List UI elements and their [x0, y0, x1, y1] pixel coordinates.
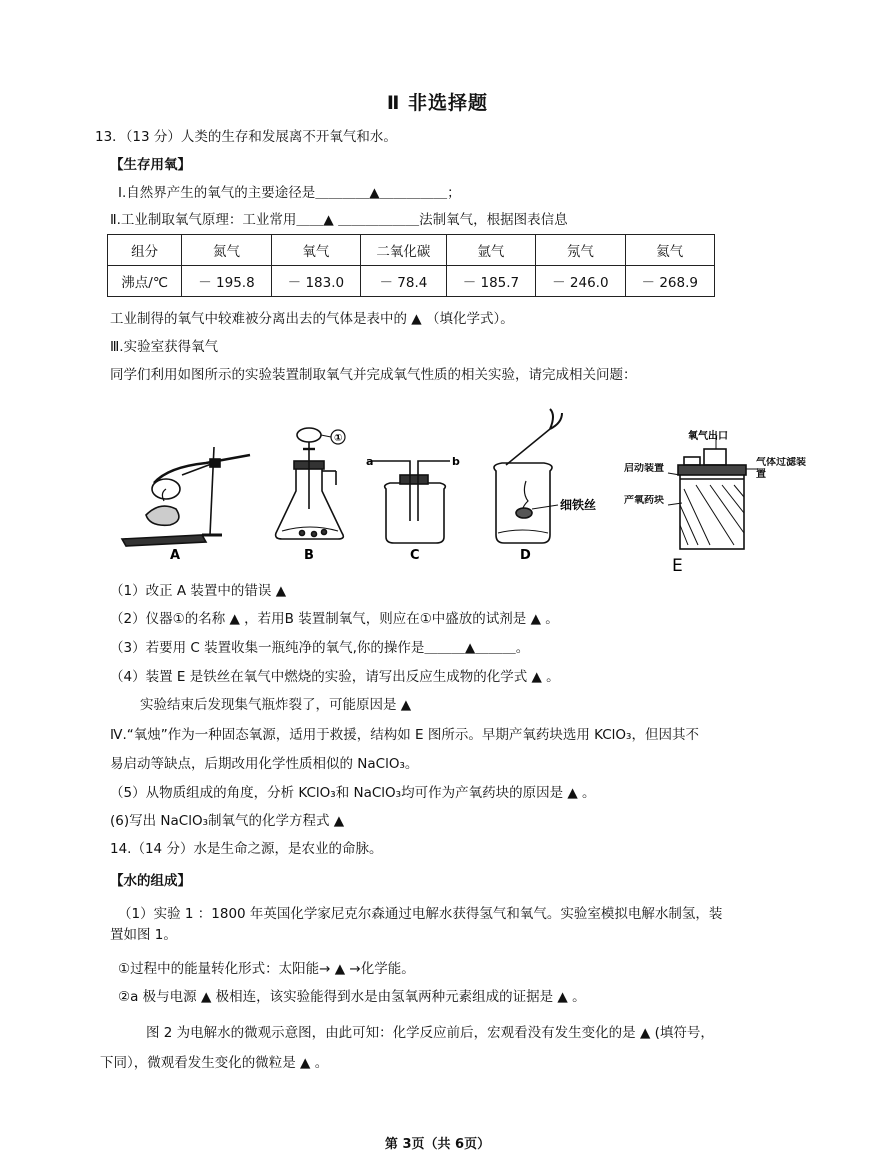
table-cell: 氦气 — [625, 235, 714, 266]
apparatus-a — [122, 447, 250, 546]
table-cell: 氖气 — [536, 235, 625, 266]
e-label-oxygen-block: 产氧药块 — [624, 495, 664, 506]
q13-sub4: （4）装置 E 是铁丝在氧气中燃烧的实验，请写出反应生成物的化学式 ▲ 。 — [110, 669, 560, 685]
table-cell: － 268.9 — [625, 266, 714, 297]
e-label-starter: 启动装置 — [624, 463, 664, 474]
q14-step2: ②a 极与电源 ▲ 极相连，该实验能得到水是由氢氧两种元素组成的证据是 ▲ 。 — [118, 989, 586, 1005]
apparatus-c — [372, 461, 450, 543]
c-end-a: a — [366, 455, 374, 468]
q13-part3: Ⅲ.实验室获得氧气 — [110, 339, 219, 355]
table-cell: － 185.7 — [446, 266, 535, 297]
fig-label-b: B — [304, 548, 314, 563]
page-footer: 第 3页（共 6页） — [384, 1137, 491, 1152]
q14-step1: ①过程中的能量转化形式：太阳能→ ▲ →化学能。 — [118, 961, 415, 977]
table-cell: 氮气 — [182, 235, 271, 266]
q13-sub3: （3）若要用 C 装置收集一瓶纯净的氧气,你的操作是＿＿＿▲＿＿＿。 — [110, 640, 530, 656]
table-cell: － 195.8 — [182, 266, 271, 297]
table-cell: 二氧化碳 — [361, 235, 447, 266]
q13-part2: Ⅱ.工业制取氧气原理：工业常用＿＿▲ ＿＿＿＿＿＿法制氧气，根据图表信息 — [110, 212, 568, 228]
q14-exp1-b: 置如图 1。 — [110, 927, 177, 943]
table-row — [108, 235, 715, 266]
q13-part1: Ⅰ.自然界产生的氧气的主要途径是＿＿＿＿▲＿＿＿＿＿； — [118, 185, 461, 201]
c-end-b: b — [452, 455, 460, 468]
apparatus-d — [494, 409, 562, 543]
q13-part4-a: Ⅳ.“氧烛”作为一种固态氧源，适用于救援，结构如 E 图所示。早期产氧药块选用 KClO₃，但因其不 — [110, 727, 699, 743]
heading-water-composition: 【水的组成】 — [110, 873, 191, 889]
apparatus-e — [668, 435, 758, 549]
table-cell: 氩气 — [446, 235, 535, 266]
table-cell: 氧气 — [271, 235, 360, 266]
fig-label-d: D — [520, 548, 531, 563]
table-cell: － 246.0 — [536, 266, 625, 297]
section-title: Ⅱ 非选择题 — [386, 92, 489, 114]
e-label-filter: 气体过滤装置 — [756, 457, 806, 480]
boiling-point-table — [107, 234, 715, 297]
q13-sub6: (6)写出 NaClO₃制氧气的化学方程式 ▲ — [110, 813, 345, 829]
fig-label-a: A — [170, 548, 181, 563]
e-label-outlet: 氧气出口 — [688, 431, 728, 442]
circle-one-label: ① — [334, 433, 343, 444]
apparatus-figures — [110, 405, 810, 580]
q13-part3-text: 同学们利用如图所示的实验装置制取氧气并完成氧气性质的相关实验，请完成相关问题： — [110, 367, 637, 383]
fig-label-e: E — [672, 556, 683, 576]
q13-sub1: （1）改正 A 装置中的错误 ▲ — [110, 583, 287, 599]
table-cell: 沸点/℃ — [108, 266, 182, 297]
q13-sub4b: 实验结束后发现集气瓶炸裂了，可能原因是 ▲ — [140, 697, 412, 713]
table-cell: － 78.4 — [361, 266, 447, 297]
iron-wire-label: 细铁丝 — [560, 498, 597, 512]
q13-sub2: （2）仪器①的名称 ▲ ，若用B 装置制氧气，则应在①中盛放的试剂是 ▲ 。 — [110, 611, 559, 627]
table-cell: － 183.0 — [271, 266, 360, 297]
heading-survival-oxygen: 【生存用氧】 — [110, 157, 191, 173]
q13-sub5: （5）从物质组成的角度，分析 KClO₃和 NaClO₃均可作为产氧药块的原因是 ▲ 。 — [110, 785, 596, 801]
q13-part4-b: 易启动等缺点，后期改用化学性质相似的 NaClO₃。 — [110, 756, 419, 772]
apparatus-b — [276, 428, 345, 539]
fig-label-c: C — [410, 548, 420, 563]
q14-exp1-a: （1）实验 1 ：1800 年英国化学家尼克尔森通过电解水获得氢气和氧气。实验室模拟电解水制氢，装 — [118, 906, 723, 922]
q13-after-table: 工业制得的氧气中较难被分离出去的气体是表中的 ▲ （填化学式）。 — [110, 311, 514, 327]
q14-intro: 14.（14 分）水是生命之源，是农业的命脉。 — [110, 841, 383, 857]
q13-intro: 13．（13 分）人类的生存和发展离不开氧气和水。 — [95, 129, 397, 145]
table-row — [108, 266, 715, 297]
q14-step3-b: 下同），微观看发生变化的微粒是 ▲ 。 — [100, 1055, 329, 1071]
q14-step3-a: 图 2 为电解水的微观示意图，由此可知：化学反应前后，宏观看没有发生变化的是 ▲ (填符号， — [146, 1025, 714, 1041]
table-cell: 组分 — [108, 235, 182, 266]
